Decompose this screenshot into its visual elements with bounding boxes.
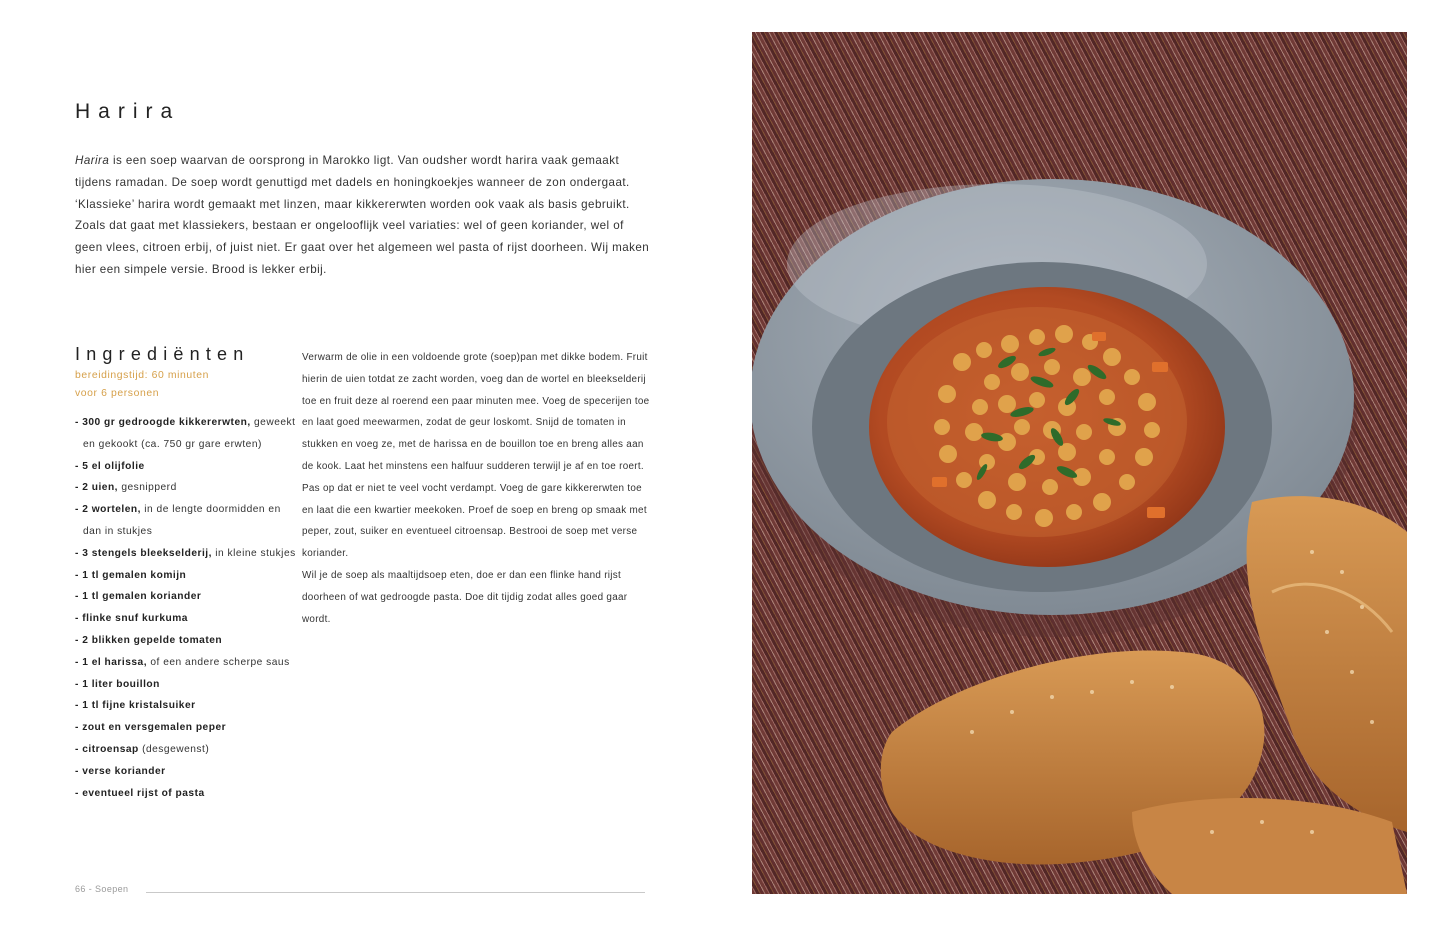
ingredient-name: - 2 uien, <box>75 482 118 494</box>
ingredients-heading: Ingrediënten <box>75 344 250 364</box>
ingredient-note: geweekt en gekookt (ca. 750 gr gare erwten) <box>83 417 296 450</box>
ingredient-item <box>75 456 300 478</box>
ingredient-name: - 1 tl fijne kristalsuiker <box>75 700 196 712</box>
ingredient-list <box>75 412 300 804</box>
method-text <box>302 347 650 630</box>
method-paragraph: Wil je de soep als maaltijdsoep eten, doe er dan een flinke hand rijst doorheen of wat gedroogde pasta. Doe dit tijdig zodat alles goed gaar wordt. <box>302 569 628 625</box>
recipe-intro <box>75 150 650 281</box>
ingredient-name: - 5 el olijfolie <box>75 460 145 472</box>
ingredient-item <box>75 717 300 739</box>
ingredient-name: - 3 stengels bleekselderij, <box>75 547 212 559</box>
ingredient-note: gesnipperd <box>118 482 177 494</box>
intro-text: is een soep waarvan de oorsprong in Marokko ligt. Van oudsher wordt harira vaak gemaakt tijdens ramadan. De soep wordt genuttigd met dadels en honingkoekjes wanneer de zon ondergaat. ‘Klassieke’ harira wordt gemaakt met linzen, maar kikkererwten worden ook vaak als basis gebruikt. Zoals dat gaat met klassiekers, bestaan er ongelooflijk veel variaties: wel of geen koriander, wel of geen vlees, citroen erbij, of juist niet. Er gaat over het algemeen wel pasta of rijst doorheen. Wij maken hier een simpele versie. Brood is lekker erbij. <box>75 154 650 276</box>
ingredient-name: - citroensap <box>75 743 139 755</box>
soup-photo-illustration <box>752 32 1407 894</box>
ingredient-item <box>75 477 300 499</box>
ingredient-item <box>75 783 300 805</box>
ingredient-name: - 1 tl gemalen koriander <box>75 591 202 603</box>
ingredient-item <box>75 543 300 565</box>
method-paragraph: Verwarm de olie in een voldoende grote (soep)pan met dikke bodem. Fruit hierin de uien totdat ze zacht worden, voeg dan de wortel en bleekselderij toe en fruit deze al roerend een paar minuten mee. Voeg de specerijen toe en laat goed meewarmen, zodat de geur loskomt. Snijd de tomaten in stukken en voeg ze, met de harissa en de bouillon toe en breng alles aan de kook. Laat het minstens een halfuur sudderen terwijl je af en toe roert. Pas op dat er niet te veel vocht verdampt. Voeg de gare kikkererwten toe en laat die een kwartier meekoken. Proef de soep en breng op smaak met peper, zout, suiker en eventueel citroensap. Bestrooi de soep met verse koriander. <box>302 352 650 560</box>
footer-rule <box>146 892 645 893</box>
ingredient-name: - flinke snuf kurkuma <box>75 613 188 625</box>
ingredient-name: - 2 blikken gepelde tomaten <box>75 634 223 646</box>
ingredient-item <box>75 630 300 652</box>
ingredient-item <box>75 695 300 717</box>
ingredient-note: in kleine stukjes <box>211 547 296 559</box>
ingredient-item <box>75 586 300 608</box>
ingredient-name: - 2 wortelen, <box>75 504 141 516</box>
ingredient-name: - verse koriander <box>75 765 166 777</box>
ingredient-note: in de lengte doormidden en dan in stukjes <box>83 504 281 537</box>
soup-photo <box>752 32 1407 894</box>
ingredient-item <box>75 739 300 761</box>
ingredient-note: of een andere scherpe saus <box>147 656 290 668</box>
prep-time: bereidingstijd: 60 minuten <box>75 370 210 381</box>
servings: voor 6 personen <box>75 388 160 399</box>
ingredient-name: - eventueel rijst of pasta <box>75 787 205 799</box>
ingredient-name: - 300 gr gedroogde kikkererwten, <box>75 417 251 428</box>
ingredient-item <box>75 412 300 456</box>
ingredient-name: - 1 liter bouillon <box>75 678 160 690</box>
recipe-title: Harira <box>75 100 181 123</box>
ingredient-item <box>75 499 300 543</box>
ingredient-item <box>75 565 300 587</box>
ingredient-note: (desgewenst) <box>138 743 210 755</box>
ingredient-name: - 1 tl gemalen komijn <box>75 569 187 581</box>
page-footer: 66 - Soepen <box>75 884 129 894</box>
ingredient-item <box>75 608 300 630</box>
ingredient-name: - 1 el harissa, <box>75 656 148 668</box>
ingredient-item <box>75 652 300 674</box>
intro-italic-name: Harira <box>75 154 110 167</box>
ingredient-item <box>75 674 300 696</box>
ingredient-item <box>75 761 300 783</box>
ingredient-name: - zout en versgemalen peper <box>75 722 227 734</box>
